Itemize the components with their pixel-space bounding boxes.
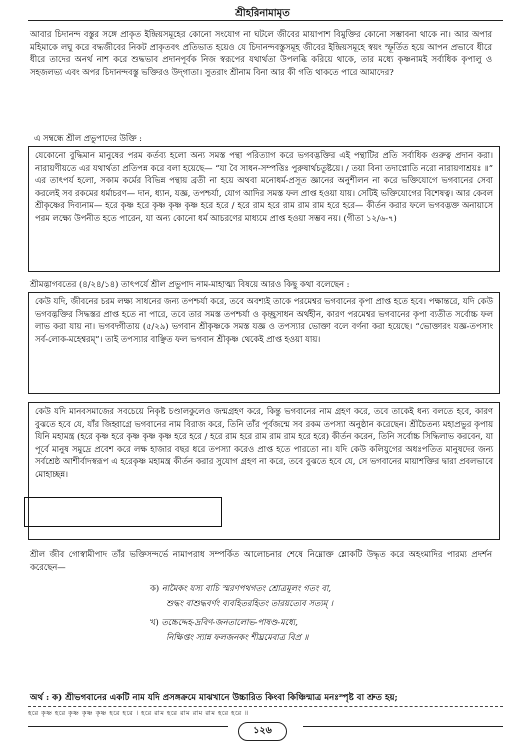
quote-text-bhagavatam: কেউ যদি, জীবনের চরম লক্ষ্য সাধনের জন্য তপশ্চর্যা করে, তবে অবশ্যই তাকে পরমেশ্বর ভগবানের কৃপা প্রাপ্ত হতে হবে। পক্ষান্তরে, যদি কেউ ভগবদ্ভক্তির সিদ্ধস্তর প্রাপ্ত হতে না পারে, তবে তার সমস্ত তপশ্চর্যা ও কৃচ্ছ্রসাধন অর্থহীন, কারণ পরমেশ্বর ভগবানের কৃপা ব্যতীত সর্বোচ্চ ফল লাভ করা যায় না। ভগবদ্গীতায় (৫/২৯) ভগবান শ্রীকৃষ্ণকে সমস্ত যজ্ঞ ও তপস্যার ভোক্তা বলে বর্ণনা করা হয়েছে। “ভোক্তারং যজ্ঞ-তপসাং সর্ব-লোক-মহেশ্বরম্”। তাই তপস্যার বাঞ্ছিত ফল ভগবান শ্রীকৃষ্ণ থেকেই প্রাপ্ত হওয়া যায়। [35, 296, 493, 344]
meaning-footnote: অর্থ : ক) শ্রীভগবানের একটি নাম যদি প্রসঙ্গক্রমে মাঝখানে উচ্চারিত কিংবা কিঞ্চিন্মাত্র মনঃস্পৃষ্ট বা শ্রুত হয়; [30, 693, 398, 703]
quote-text-chandala: কেউ যদি মানবসমাজের সবচেয়ে নিকৃষ্ট চণ্ডালকুলেও জন্মগ্রহণ করে, কিন্তু ভগবানের নাম গ্রহণ করে, তবে তাকেই ধন্য বলতে হবে, কারণ বুঝতে হবে যে, যাঁর জিহ্বাগ্রে ভগবানের নাম বিরাজ করে, তিনি তাঁর পূর্বজন্মে সব রকম তপস্যা অনুষ্ঠান করেছেন। শ্রীচৈতন্য মহাপ্রভুর কৃপায় যিনি মহামন্ত্র (হরে কৃষ্ণ হরে কৃষ্ণ কৃষ্ণ কৃষ্ণ হরে হরে / হরে রাম হরে রাম রাম রাম হরে হরে) কীর্তন করেন, তিনি সর্বোচ্চ সিদ্ধিলাভ করবেন, যা পূর্বে মানুষ সমুদ্রে প্রবেশ করে লক্ষ হাজার বছর ধরে তপস্যা করেও প্রাপ্ত হতে পারতো না। যদি কেউ কলিযুগের অধঃপতিত মানুষদের জন্য সর্বশ্রেষ্ঠ আশীর্বাদস্বরূপ এ হরেকৃষ্ণ মহামন্ত্র কীর্তন করার সুযোগ গ্রহণ না করে, তবে বুঝতে হবে যে, সে ভগবানের মায়াশক্তির দ্বারা প্রবলভাবে মোহাচ্ছন্ন। [35, 406, 493, 479]
verse-kha-line2: নিক্ষিপ্তং স্যান্ন ফলজনকং শীঘ্রমেবাত্র বিপ্র ॥ [166, 632, 309, 642]
footer-mantra: হরে কৃষ্ণ হরে কৃষ্ণ কৃষ্ণ কৃষ্ণ হরে হরে । হরে রাম হরে রাম রাম রাম হরে হরে ॥ [28, 709, 249, 717]
footer-divider [28, 706, 503, 707]
running-header: শ্রীহরিনামামৃত [235, 8, 290, 19]
verse-number: খ) [150, 617, 159, 627]
intro-paragraph: আবার চিদানন্দ বস্তুর সঙ্গে প্রাকৃত ইন্দ্রিয়সমূহের কোনো সংযোগ না ঘটলে জীবের মায়াপাশ বিমুক্তির কোনো সম্ভাবনা থাকে না। আর অপার মহিমাকে লঘু করে বদ্ধজীবের নিকট প্রাকৃতবৎ প্রতিভাত হয়েও যে চিদানন্দবস্তুসমূহ জীবের ইন্দ্রিয়সমূহে স্বয়ং স্ফূর্তিত হয়ে আপন প্রভাবে ধীরে ধীরে তাদের অনর্থ নাশ করে শুদ্ধভাব প্রদানপূর্বক নিজ স্বরূপের যথার্থতা উপলব্ধি করিয়ে থাকে, তার মধ্যে কৃষ্ণনামই সর্বাধিক কৃপালু ও সহজলভ্য এবং অপর চিদানন্দবস্তু ভক্তিরও উদ্‌গাতা। সুতরাং শ্রীনাম বিনা আর কী গতি থাকতে পারে আমাদের? [30, 29, 492, 77]
verse-number: ক) [150, 583, 160, 593]
verse-ka-line2: শুদ্ধং বাশুদ্ধবর্ণং ব্যবহিতরহিতং তারয়ত্যেব সত্যম্ । [166, 598, 334, 608]
header-divider [28, 20, 503, 21]
page-number-container [0, 718, 525, 741]
page-number: ১২৬ [238, 722, 287, 741]
verse-line: তচ্চেদ্দেহ-দ্রবিণ-জনতালোভ-পাষণ্ড-মধ্যে, [161, 617, 298, 627]
verse-ka [150, 582, 331, 595]
quote-text-prabhupada: যেকোনো বুদ্ধিমান মানুষের পরম কর্তব্য হলো অন্য সমস্ত পন্থা পরিত্যাগ করে ভগবদ্ভক্তির এই পন্থাটির প্রতি সর্বাধিক গুরুত্ব প্রদান করা। নারায়ণীয়তে এর যথার্থতা প্রতিপন্ন করে বলা হয়েছে— “যা বৈ সাধন-সম্পত্তিঃ পুরুষার্থচতুষ্টয়ে। / তয়া বিনা তদাপ্নোতি নরো নারায়ণাশ্রয়ঃ ॥” এর তাৎপর্য হলো, সকাম কর্মের বিভিন্ন পন্থায় ব্রতী না হয়ে অথবা মনোধর্ম-প্রসূত জ্ঞানের অনুশীলন না করে ভক্তিযোগে ভগবানের সেবা করলেই সব রকমের ধর্মাচরণ— দান, ধ্যান, যজ্ঞ, তপশ্চর্যা, যোগ আদির সমস্ত ফল প্রাপ্ত হওয়া যায়। সেটিই ভক্তিযোগের বিশেষত্ব। আর কেবল শ্রীকৃষ্ণের দিব্যনাম— হরে কৃষ্ণ হরে কৃষ্ণ কৃষ্ণ কৃষ্ণ হরে হরে / হরে রাম হরে রাম রাম রাম হরে হরে— কীর্তন করার ফলে ভগবদ্ভক্ত অনায়াসে পরম লক্ষ্যে উপনীত হতে পারেন, যা অন্য কোনো ধর্ম আচরণের মাধ্যমে প্রাপ্ত হওয়া সম্ভব নয়। (গীতা ১২/৬-৭) [35, 150, 493, 223]
jiva-goswami-paragraph: শ্রীল জীব গোস্বামীপাদ তাঁর ভক্তিসন্দর্ভে নামাপরাধ সম্পর্কিত আলোচনার শেষে নিম্নোক্ত শ্লোকটি উদ্ধৃত করে অহংমাদির পারম্য প্রদর্শন করেছেন— [30, 549, 492, 572]
highlight-rectangle [24, 497, 222, 527]
quote-box-prabhupada [28, 146, 500, 272]
quote-box-bhagavatam [28, 292, 500, 394]
section-heading-prabhupada: এ সম্বন্ধে শ্রীল প্রভুপাদের উক্তি : [34, 133, 142, 143]
verse-kha [150, 616, 298, 629]
section-heading-bhagavatam: শ্রীমদ্ভাগবতের (৪/২৪/১৪) তাৎপর্যে শ্রীল প্রভুপাদ নাম-মাহাত্ম্য বিষয়ে আরও কিছু কথা বলেছেন : [30, 279, 350, 289]
verse-line: নামৈকং যস্য বাচি স্মরণপথগতং শ্রোত্রমূলং গতং বা, [161, 583, 332, 593]
